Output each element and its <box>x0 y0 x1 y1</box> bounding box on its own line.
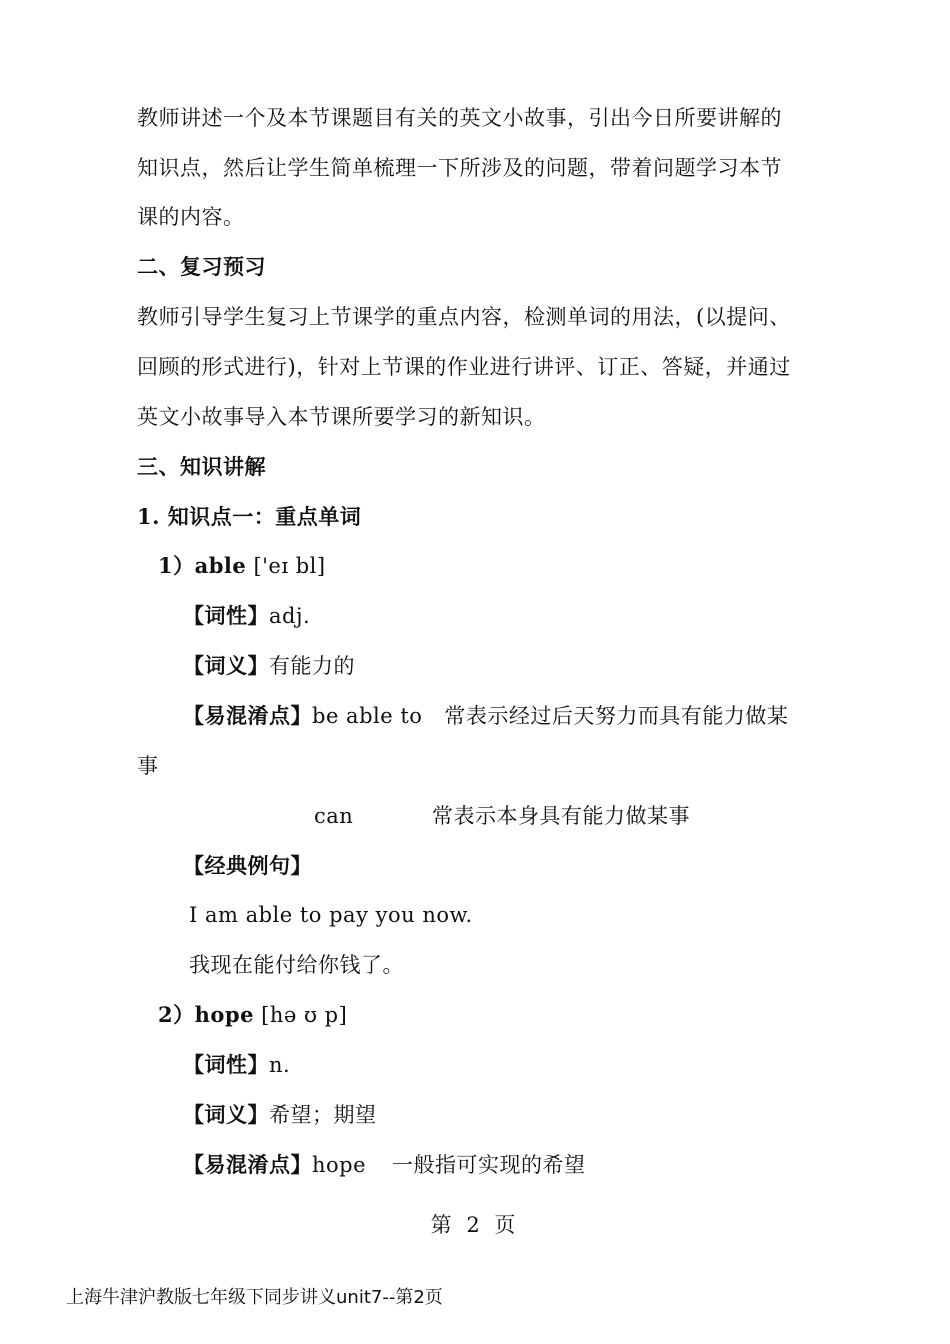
word1-example-en: I am able to pay you now. <box>189 903 473 927</box>
word2-pos: n. <box>269 1053 291 1077</box>
word1-word: able <box>194 553 247 578</box>
document-caption: 上海牛津沪教版七年级下同步讲义unit7--第2页 <box>66 1287 443 1308</box>
section2-heading: 二、复习预习 <box>137 254 266 279</box>
word1-phonetic: ['eɪ bl] <box>246 554 326 578</box>
word1-number: 1） <box>158 553 195 578</box>
intro-line-3: 课的内容。 <box>137 205 245 229</box>
word1-example-label: 【经典例句】 <box>183 853 312 878</box>
word1-confuse-row <box>183 702 788 730</box>
section2-line-3: 英文小故事导入本节课所要学习的新知识。 <box>137 405 546 429</box>
section2-line-2: 回顾的形式进行)，针对上节课的作业进行讲评、订正、答疑，并通过 <box>137 355 791 379</box>
word1-confuse2-phrase: can <box>314 804 354 828</box>
word2-meaning-label: 【词义】 <box>183 1102 269 1127</box>
word1-confuse-phrase: be able to <box>312 704 423 728</box>
word2-confuse-label: 【易混淆点】 <box>183 1152 312 1177</box>
word2-phonetic: [hə ʊ p] <box>253 1003 348 1027</box>
word2-number: 2） <box>158 1002 195 1027</box>
intro-line-2: 知识点，然后让学生简单梳理一下所涉及的问题，带着问题学习本节 <box>137 156 782 180</box>
word2-word: hope <box>194 1002 254 1027</box>
word1-meaning-row <box>183 652 355 680</box>
intro-line-1: 教师讲述一个及本节课题目有关的英文小故事，引出今日所要讲解的 <box>137 106 782 130</box>
word1-header <box>158 552 326 580</box>
page-number: 第 2 页 <box>430 1213 520 1237</box>
word2-meaning-row <box>183 1101 377 1129</box>
word2-header <box>158 1001 347 1029</box>
word2-confuse-phrase: hope <box>312 1153 367 1177</box>
word1-confuse-text: 常表示经过后天努力而具有能力做某 <box>444 704 789 728</box>
word1-meaning: 有能力的 <box>269 654 355 678</box>
word1-confuse-label: 【易混淆点】 <box>183 703 312 728</box>
word2-confuse-text: 一般指可实现的希望 <box>392 1153 586 1177</box>
word1-pos: adj. <box>269 604 311 628</box>
word1-example-zh: 我现在能付给你钱了。 <box>189 953 404 977</box>
word1-meaning-label: 【词义】 <box>183 653 269 678</box>
knowledge-point-1: 1. 知识点一：重点单词 <box>137 504 362 529</box>
word2-pos-label: 【词性】 <box>183 1052 269 1077</box>
word2-meaning: 希望；期望 <box>269 1103 377 1127</box>
section2-line-1: 教师引导学生复习上节课学的重点内容，检测单词的用法，(以提问、 <box>137 305 791 329</box>
word1-pos-row <box>183 602 310 630</box>
word1-confuse-wrap: 事 <box>137 754 159 778</box>
word2-confuse-row <box>183 1151 586 1179</box>
section3-heading: 三、知识讲解 <box>137 454 266 479</box>
word1-pos-label: 【词性】 <box>183 603 269 628</box>
word1-confuse2-text: 常表示本身具有能力做某事 <box>432 804 690 828</box>
word2-pos-row <box>183 1051 290 1079</box>
